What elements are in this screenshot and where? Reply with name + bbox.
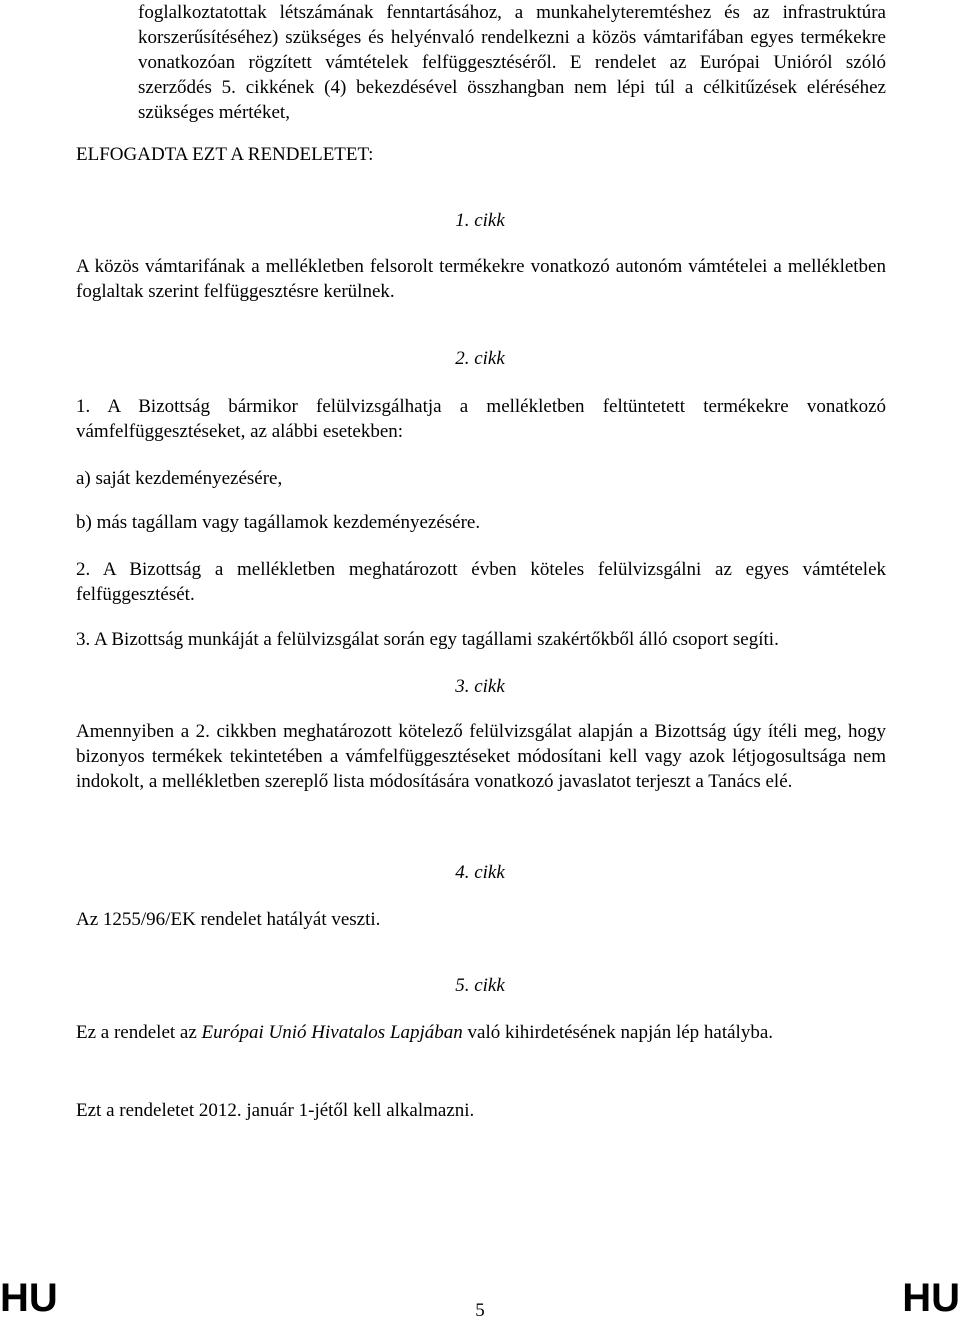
article-2-item-b: b) más tagállam vagy tagállamok kezdeményezésére. [76,512,481,533]
intro-paragraph: foglalkoztatottak létszámának fenntartásához, a munkahelyteremtéshez és az infrastruktúra korszerűsítéséhez) szükséges és helyénvaló rendelkezni a közös vámtarifában egyes termékekre vonatkozóan rögzített vámtételek felfüggesztéséről. E rendelet az Európai Unióról szóló szerződés 5. cikkének (4) bekezdésével összhangban nem lépi túl a célkitűzések eléréséhez szükséges mértéket, [138,2,886,123]
application-statement: Ezt a rendeletet 2012. január 1-jétől kell alkalmazni. [76,1100,475,1121]
article-1-heading: 1. cikk [455,210,505,231]
article-4-text: Az 1255/96/EK rendelet hatályát veszti. [76,909,381,930]
article-3-heading: 3. cikk [455,676,505,697]
page-number: 5 [475,1300,485,1321]
article-3-text: Amennyiben a 2. cikkben meghatározott kötelező felülvizsgálat alapján a Bizottság úgy ítéli meg, hogy bizonyos termékek tekintetében a vámfelfüggesztéseket módosítani kell vagy azok létjogosultsága nem indokolt, a mellékletben szereplő lista módosítására vonatkozó javaslatot terjeszt a Tanács elé. [76,721,886,792]
article-2-item-a: a) saját kezdeményezésére, [76,468,283,489]
adoption-statement: ELFOGADTA EZT A RENDELETET: [76,144,374,165]
article-1-text: A közös vámtarifának a mellékletben felsorolt termékekre vonatkozó autonóm vámtételei a mellékletben foglaltak szerint felfüggesztésre kerülnek. [76,256,886,302]
article-5-text [76,1020,773,1045]
article-2-paragraph-1: 1. A Bizottság bármikor felülvizsgálhatja a mellékletben feltüntetett termékekre vonatkozó vámfelfüggesztéseket, az alábbi esetekben: [76,396,886,442]
footer-language-left: HU [0,1276,58,1320]
article-5-text-before: Ez a rendelet az [76,1022,202,1043]
article-2-paragraph-2: 2. A Bizottság a mellékletben meghatározott évben köteles felülvizsgálni az egyes vámtételek felfüggesztését. [76,559,886,605]
article-5-heading: 5. cikk [455,975,505,996]
article-2-heading: 2. cikk [455,348,505,369]
footer-language-right: HU [902,1276,960,1320]
article-2-paragraph-3: 3. A Bizottság munkáját a felülvizsgálat során egy tagállami szakértőkből álló csoport segíti. [76,629,779,650]
article-5-text-after: való kihirdetésének napján lép hatályba. [462,1022,774,1043]
official-journal-title: Európai Unió Hivatalos Lapjában [201,1022,463,1043]
article-4-heading: 4. cikk [455,862,505,883]
